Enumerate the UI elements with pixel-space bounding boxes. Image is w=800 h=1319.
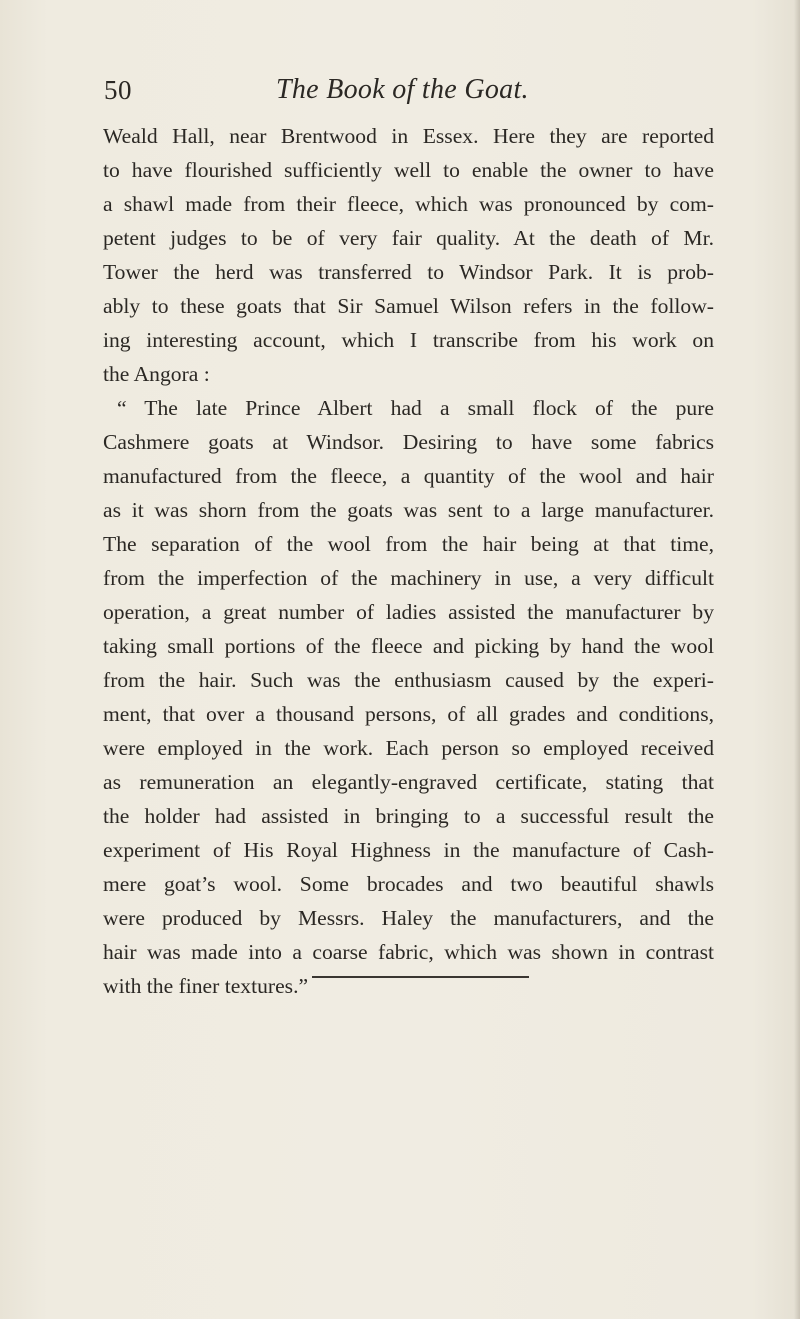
text-line: as it was shorn from the goats was sent to a large manufacturer. [103, 498, 714, 522]
text-line: were produced by Messrs. Haley the manufacturers, and the [103, 906, 714, 930]
body-text [103, 119, 714, 1003]
text-line: mere goat’s wool. Some brocades and two beautiful shawls [103, 872, 714, 896]
text-line: operation, a great number of ladies assisted the manufacturer by [103, 600, 714, 624]
text-line: manufactured from the fleece, a quantity of the wool and hair [103, 464, 714, 488]
running-title: The Book of the Goat. [276, 74, 529, 105]
text-line: with the finer textures.” [103, 974, 309, 998]
text-line: as remuneration an elegantly-engraved certificate, stating that [103, 770, 714, 794]
text-line: taking small portions of the fleece and picking by hand the wool [103, 634, 714, 658]
text-line: ment, that over a thousand persons, of all grades and conditions, [103, 702, 714, 726]
text-line: hair was made into a coarse fabric, which was shown in contrast [103, 940, 714, 964]
text-line: a shawl made from their fleece, which was pronounced by com- [103, 192, 714, 216]
page-edge-shadow [794, 0, 800, 1319]
text-line: experiment of His Royal Highness in the manufacture of Cash- [103, 838, 714, 862]
quote-first-line: “ The late Prince Albert had a small flock of the pure [117, 396, 714, 420]
text-line: from the hair. Such was the enthusiasm caused by the experi- [103, 668, 714, 692]
text-line: Cashmere goats at Windsor. Desiring to have some fabrics [103, 430, 714, 454]
running-head [104, 70, 714, 110]
text-line: Tower the herd was transferred to Windsor Park. It is prob- [103, 260, 714, 284]
text-line: The separation of the wool from the hair being at that time, [103, 532, 714, 556]
text-line: the Angora : [103, 362, 210, 386]
page-number: 50 [104, 75, 132, 105]
text-line: were employed in the work. Each person so employed received [103, 736, 714, 760]
text-line: ing interesting account, which I transcribe from his work on [103, 328, 714, 352]
text-line: ably to these goats that Sir Samuel Wilson refers in the follow- [103, 294, 714, 318]
text-line: from the imperfection of the machinery in use, a very difficult [103, 566, 714, 590]
text-line: the holder had assisted in bringing to a successful result the [103, 804, 714, 828]
section-divider [312, 976, 529, 978]
text-line: Weald Hall, near Brentwood in Essex. Here they are reported [103, 124, 714, 148]
text-line: petent judges to be of very fair quality. At the death of Mr. [103, 226, 714, 250]
text-line: to have flourished sufficiently well to enable the owner to have [103, 158, 714, 182]
